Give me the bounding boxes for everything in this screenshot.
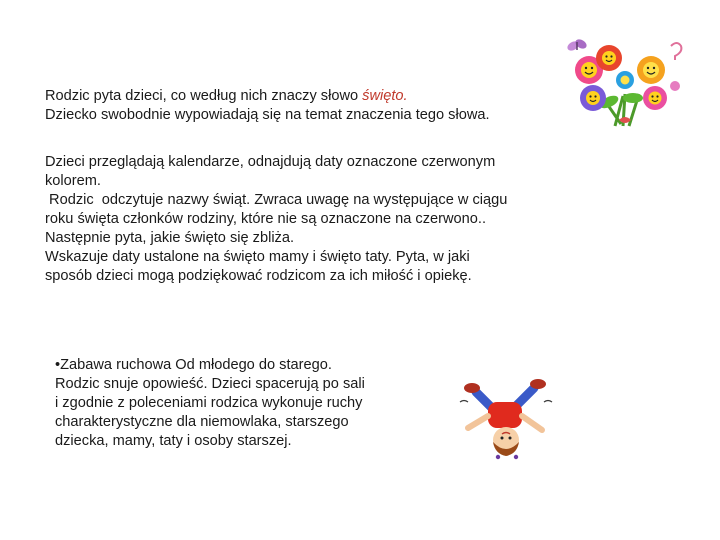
- calendar-paragraph: [45, 153, 507, 286]
- tumbling-child-clipart: [458, 372, 556, 462]
- butterfly-icon: [566, 38, 588, 53]
- highlight-word: święto.: [362, 88, 408, 104]
- intro-paragraph: [45, 87, 490, 125]
- game-line: i zgodnie z poleceniami rodzica wykonuje ruchy: [55, 395, 363, 411]
- game-title-line: •Zabawa ruchowa Od młodego do starego.: [55, 357, 332, 373]
- game-line: charakterystyczne dla niemowlaka, starszego: [55, 414, 349, 430]
- game-paragraph: [55, 356, 365, 451]
- calendar-line: Dzieci przeglądają kalendarze, odnajdują daty oznaczone czerwonym: [45, 154, 496, 170]
- calendar-line: sposób dzieci mogą podziękować rodzicom za ich miłość i opiekę.: [45, 268, 472, 284]
- game-line: Rodzic snuje opowieść. Dzieci spacerują po sali: [55, 376, 365, 392]
- calendar-line: Następnie pyta, jakie święto się zbliża.: [45, 230, 295, 246]
- calendar-line: Rodzic odczytuje nazwy świąt. Zwraca uwagę na występujące w ciągu: [45, 192, 508, 208]
- intro-line-1: [45, 87, 490, 106]
- intro-line-2: Dziecko swobodnie wypowiadają się na temat znaczenia tego słowa.: [45, 107, 490, 123]
- calendar-line: kolorem.: [45, 173, 101, 189]
- calendar-line: Wskazuje daty ustalone na święto mamy i święto taty. Pyta, w jaki: [45, 249, 470, 265]
- intro-line-1-text: Rodzic pyta dzieci, co według nich znaczy słowo: [45, 88, 363, 104]
- calendar-line: roku święta członków rodziny, które nie są oznaczone na czerwono..: [45, 211, 487, 227]
- game-line: dziecka, mamy, taty i osoby starszej.: [55, 433, 292, 449]
- flower-bouquet-clipart: [563, 36, 691, 132]
